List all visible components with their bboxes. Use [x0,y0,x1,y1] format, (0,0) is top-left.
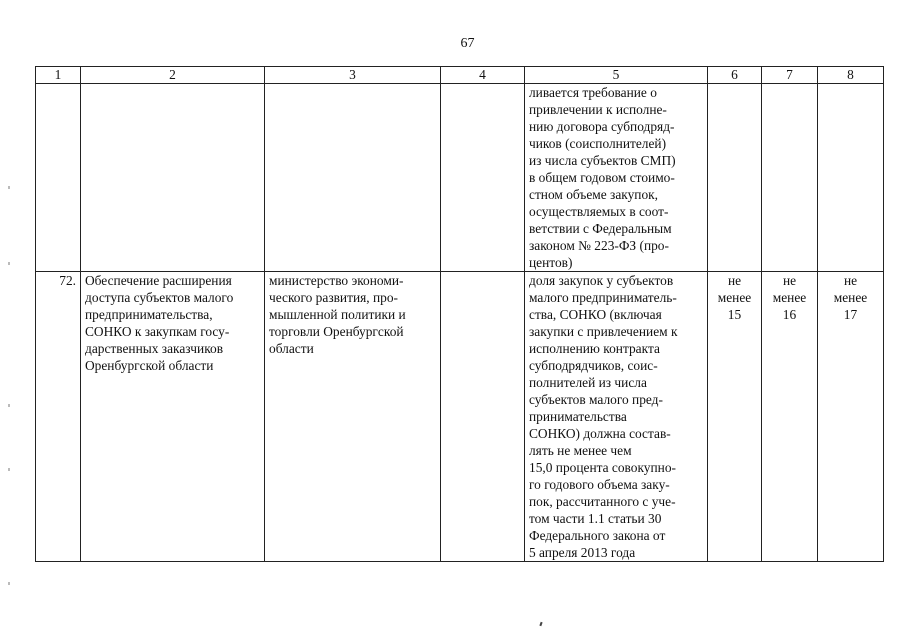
cont-cell-1 [36,84,81,272]
header-cell-3: 3 [265,67,441,84]
header-cell-5: 5 [525,67,708,84]
text-line: 15,0 процента совокупно- [529,460,676,475]
text-line: законом № 223-ФЗ (про- [529,238,669,253]
text-line: 16 [782,307,797,322]
text-line: СОНКО) должна состав- [529,426,671,441]
text-line: торговли Оренбургской [269,324,404,339]
text-line: ческого развития, про- [269,290,398,305]
cont-cell-2 [81,84,265,272]
text-line: дарственных заказчиков [85,341,224,356]
text-line: осуществляемых в соот- [529,204,669,219]
text-line: области [269,341,314,356]
text-line: Оренбургской области [85,358,214,373]
cont-cell-7 [762,84,818,272]
text-line: субподрядчиков, соис- [529,358,658,373]
text-line: предпринимательства, [85,307,213,322]
text-line: мышленной политики и [269,307,406,322]
text-line: нию договора субподряд- [529,119,675,134]
text-line: менее [833,290,868,305]
text-line: стном объеме закупок, [529,187,658,202]
text-line: Обеспечение расширения [85,273,232,288]
table-row-continuation [36,84,884,272]
document-table [35,66,884,562]
text-line: доля закупок у субъектов [529,273,674,288]
row-number-cell: 72. [36,272,81,562]
text-line: 17 [843,307,858,322]
scan-margin-mark [8,404,10,407]
text-line: 5 апреля 2013 года [529,545,636,560]
header-cell-7: 7 [762,67,818,84]
row-72-cell-4 [441,272,525,562]
text-line: ветствии с Федеральным [529,221,672,236]
text-line: ливается требование о [529,85,657,100]
text-line: в общем годовом стоимо- [529,170,675,185]
scan-speck [539,622,542,626]
text-line: ства, СОНКО (включая [529,307,662,322]
text-line: из числа субъектов СМП) [529,153,676,168]
text-line: министерство экономи- [269,273,404,288]
text-line: доступа субъектов малого [85,290,234,305]
page-number: 67 [460,36,475,51]
text-line: менее [717,290,752,305]
indicator-description-cell [525,272,708,562]
cont-cell-6 [708,84,762,272]
text-line: исполнению контракта [529,341,660,356]
text-line: том части 1.1 статьи 30 [529,511,662,526]
scan-margin-mark [8,186,10,189]
cont-cell-8 [818,84,884,272]
measure-description-cell [81,272,265,562]
table-row-72 [36,272,884,562]
header-cell-2: 2 [81,67,265,84]
text-line: го годового объема заку- [529,477,670,492]
responsible-body-cell [265,272,441,562]
scan-margin-mark [8,262,10,265]
text-line: центов) [529,255,573,270]
text-line: не [843,273,858,288]
text-line: субъектов малого пред- [529,392,663,407]
text-line: Федерального закона от [529,528,666,543]
text-line: принимательства [529,409,627,424]
text-line: пок, рассчитанного с уче- [529,494,676,509]
text-line: не [782,273,797,288]
target-value-cell-7 [762,272,818,562]
scan-margin-mark [8,582,10,585]
cont-cell-3 [265,84,441,272]
text-line: 15 [727,307,742,322]
text-line: не [727,273,742,288]
cont-cell-5-requirement-text [525,84,708,272]
text-line: чиков (соисполнителей) [529,136,667,151]
target-value-cell-8 [818,272,884,562]
table-header-row [36,67,884,84]
text-line: СОНКО к закупкам госу- [85,324,230,339]
cont-cell-4 [441,84,525,272]
header-cell-6: 6 [708,67,762,84]
target-value-cell-6 [708,272,762,562]
scan-margin-mark [8,468,10,471]
header-cell-4: 4 [441,67,525,84]
header-cell-1: 1 [36,67,81,84]
header-cell-8: 8 [818,67,884,84]
text-line: привлечении к исполне- [529,102,667,117]
text-line: менее [772,290,807,305]
text-line: лять не менее чем [529,443,632,458]
text-line: полнителей из числа [529,375,647,390]
text-line: закупки с привлечением к [529,324,678,339]
text-line: малого предприниматель- [529,290,677,305]
